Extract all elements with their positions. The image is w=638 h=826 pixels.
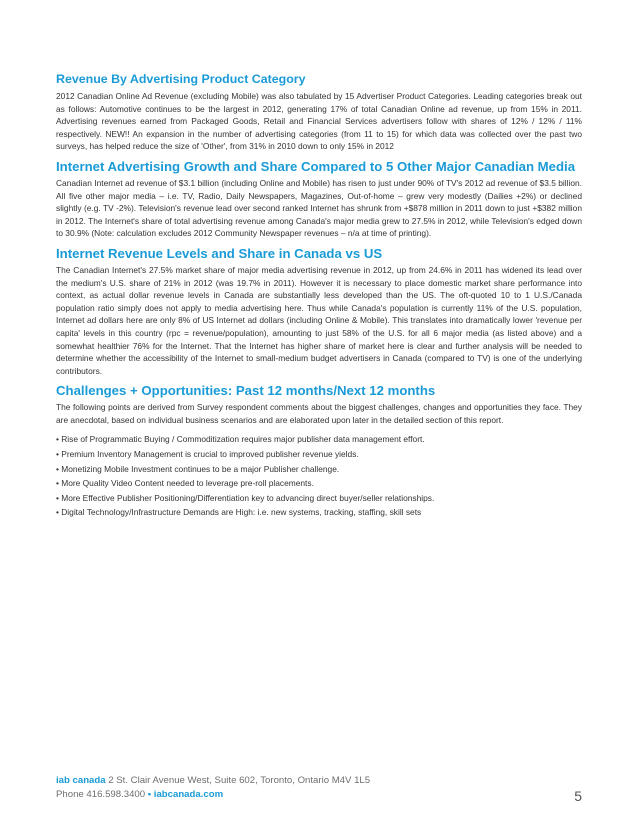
footer-address-line [56, 774, 582, 788]
list-item: • Rise of Programmatic Buying / Commoditization requires major publisher data management effort. [56, 434, 425, 445]
footer-contact-line [56, 788, 582, 802]
section-revenue-by-category [56, 72, 582, 153]
section-challenges [56, 383, 582, 520]
list-item: • More Quality Video Content needed to leverage pre-roll placements. [56, 478, 314, 489]
footer-website-link[interactable]: iabcanada.com [151, 789, 224, 800]
footer-bullet: • [147, 789, 152, 800]
section-body: Canadian Internet ad revenue of $3.1 billion (including Online and Mobile) has risen to just under 90% of TV's 2012 ad revenue of $3.5 billion. All five other major media – i.e. TV, Radio, Daily Newspapers, Magazines, Out-of-home – grew very modestly (Dailies +2%) or declined slightly (e.g. TV -2%). Television's revenue lead over second ranked Internet has shrunk from +$878 million in 2011 down to just +$382 million in 2012. The Internet's share of total advertising revenue among Canada's major media grew to 27.5% in 2012, while Television's edged down to 30.9% (Note: calculation excludes 2012 Community Newspaper revenues – n/a at time of printing). [56, 177, 582, 239]
challenges-list [56, 432, 582, 520]
section-body: The Canadian Internet's 27.5% market share of major media advertising revenue in 2012, up from 24.6% in 2011 has widened its lead over the medium's U.S. share of 21% in 2012 (was 19.7% in 2011). However it is necessary to place domestic market share performance into context, as actual dollar revenue levels in Canada are substantially less developed than the US. The oft-quoted 10 to 1 U.S./Canada population ratio simply does not apply to media advertising here. Thus while Canada's population is currently 11% of the U.S. population, Internet ad dollars here are only 8% of US Internet ad dollars (including Online & Mobile). This translates into dramatically lower 'revenue per capita' levels in this country (rpc = revenue/population), amounting to just 58% of the U.S. for all 6 major media (as listed above) and a somewhat healthier 76% for the Internet. That the Internet has higher share of market here is clear and further analysis will be needed to determine whether the accessibility of the Internet to small-medium budget advertisers in Canada (compared to TV) is one of the underlying contributors. [56, 264, 582, 376]
section-body: The following points are derived from Survey respondent comments about the biggest challenges, changes and opportunities they face. They are anecdotal, based on individual business scenarios and are elaborated upon later in the detailed section of this report. [56, 402, 582, 425]
footer-address: 2 St. Clair Avenue West, Suite 602, Toronto, Ontario M4V 1L5 [105, 775, 371, 786]
section-heading: Internet Advertising Growth and Share Compared to 5 Other Major Canadian Media [56, 158, 576, 174]
list-item: • Premium Inventory Management is crucial to improved publisher revenue yields. [56, 449, 359, 460]
list-item: • Digital Technology/Infrastructure Demands are High: i.e. new systems, tracking, staffing, skill sets [56, 507, 422, 518]
section-heading: Internet Revenue Levels and Share in Canada vs US [56, 245, 383, 261]
footer-phone: Phone 416.598.3400 [56, 789, 148, 800]
section-heading: Challenges + Opportunities: Past 12 months/Next 12 months [56, 383, 436, 399]
page-footer [56, 774, 582, 802]
section-growth-and-share [56, 159, 582, 240]
list-item: • More Effective Publisher Positioning/Differentiation key to advancing direct buyer/seller relationships. [56, 492, 435, 503]
footer-brand: iab canada [56, 775, 106, 786]
page-content [56, 72, 582, 520]
section-heading: Revenue By Advertising Product Category [56, 72, 306, 86]
page-number: 5 [574, 788, 582, 804]
section-canada-vs-us [56, 246, 582, 377]
section-body: 2012 Canadian Online Ad Revenue (excluding Mobile) was also tabulated by 15 Advertiser Product Categories. Leading categories break out as follows: Automotive continues to be the largest in 2012, generating 17% of total Canadian Online ad revenue, up from 15% in 2011. Advertising revenues earned from Packaged Goods, Retail and Financial Services advertisers follow with shares of 12% / 12% / 11% respectively. NEW!! An expansion in the number of advertising categories (from 11 to 15) for which data was collected over the past two surveys, has helped reduce the size of 'Other', from 31% in 2010 down to only 15% in 2012 [56, 91, 582, 152]
list-item: • Monetizing Mobile Investment continues to be a major Publisher challenge. [56, 463, 340, 474]
